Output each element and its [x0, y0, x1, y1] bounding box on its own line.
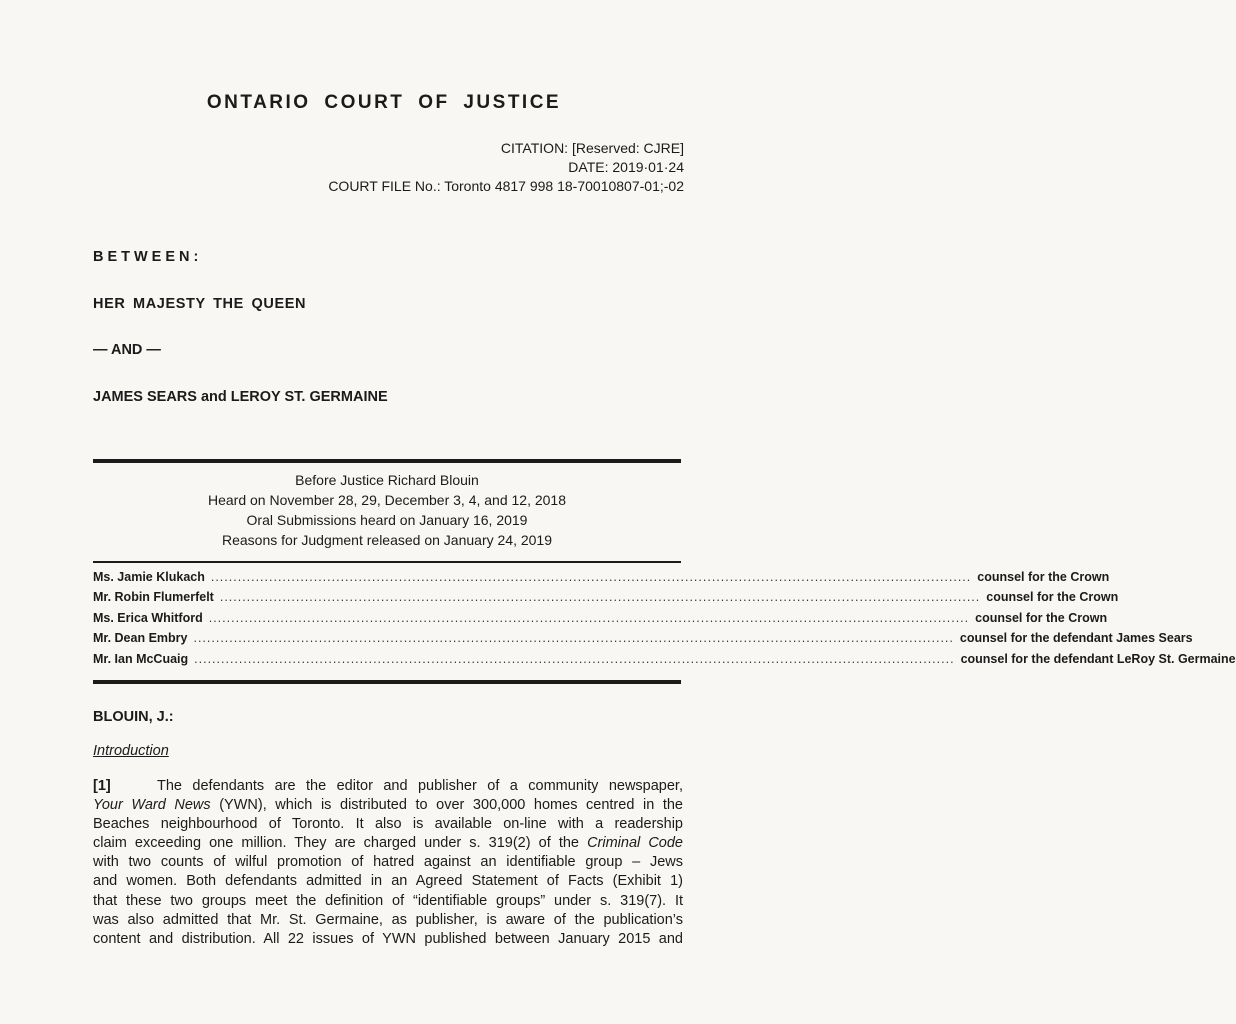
middle-rule — [93, 561, 681, 563]
counsel-name: Mr. Ian McCuaig — [93, 651, 189, 666]
section-heading: Introduction — [93, 743, 169, 759]
presiding-judge: Before Justice Richard Blouin — [295, 472, 479, 488]
counsel-name: Ms. Erica Whitford — [93, 610, 203, 625]
counsel-role: counsel for the defendant LeRoy St. Germaine — [960, 651, 1236, 666]
citation-block — [328, 139, 684, 196]
date-line: DATE: 2019·01·24 — [568, 159, 684, 175]
counsel-name: Mr. Dean Embry — [93, 631, 188, 646]
court-title: ONTARIO COURT OF JUSTICE — [206, 92, 562, 113]
paragraph-text: claim exceeding one million. They are charged under s. 319(2) of the — [93, 835, 579, 852]
and-separator: — AND — — [93, 342, 161, 358]
hearing-dates: Heard on November 28, 29, December 3, 4, and 12, 2018 — [208, 492, 566, 508]
paragraph-line: Beaches neighbourhood of Toronto. It also is available on-line with a readership — [93, 816, 683, 833]
dot-leader: .......................................................................................................................................................................... — [193, 631, 954, 646]
counsel-row — [93, 570, 1110, 590]
top-rule — [93, 459, 681, 463]
counsel-row — [93, 631, 1193, 651]
dot-leader: .......................................................................................................................................................................... — [219, 590, 981, 605]
dot-leader: .......................................................................................................................................................................... — [194, 651, 955, 666]
reasons-release-date: Reasons for Judgment released on January 24, 2019 — [222, 532, 552, 548]
bottom-rule — [93, 680, 681, 684]
counsel-name: Mr. Robin Flumerfelt — [93, 590, 214, 605]
paragraph-line: was also admitted that Mr. St. Germaine, as publisher, is aware of the publication’s — [93, 911, 683, 928]
dot-leader: .......................................................................................................................................................................... — [210, 570, 972, 584]
defendant-parties: JAMES SEARS and LEROY ST. GERMAINE — [93, 389, 388, 405]
judge-heading: BLOUIN, J.: — [93, 709, 174, 725]
publication-title: Your Ward News — [93, 797, 211, 814]
counsel-row — [93, 610, 1108, 631]
paragraph-text: The defendants are the editor and publisher of a community newspaper, — [157, 778, 683, 794]
counsel-list — [93, 570, 1236, 672]
paragraph-line — [93, 796, 683, 815]
counsel-role: counsel for the Crown — [986, 590, 1119, 605]
paragraph-line: that these two groups meet the definition of “identifiable groups” under s. 319(7). It — [93, 892, 683, 909]
oral-submissions-date: Oral Submissions heard on January 16, 2019 — [246, 512, 528, 528]
paragraph-line: with two counts of wilful promotion of hatred against an identifiable group – Jews — [93, 854, 683, 871]
counsel-role: counsel for the Crown — [975, 610, 1108, 625]
court-file-line: COURT FILE No.: Toronto 4817 998 18-70010807-01;-02 — [328, 178, 684, 194]
counsel-role: counsel for the Crown — [977, 570, 1110, 584]
paragraph-line: and women. Both defendants admitted in an Agreed Statement of Facts (Exhibit 1) — [93, 873, 683, 890]
paragraph-text: (YWN), which is distributed to over 300,000 homes centred in the — [210, 797, 683, 814]
paragraph-line — [93, 777, 683, 796]
paragraph-1 — [93, 777, 683, 949]
counsel-row — [93, 651, 1236, 672]
statute-title: Criminal Code — [587, 835, 683, 852]
dot-leader: .......................................................................................................................................................................... — [208, 610, 970, 625]
plaintiff-party: HER MAJESTY THE QUEEN — [93, 296, 307, 312]
counsel-row — [93, 590, 1119, 610]
hearing-details — [93, 470, 681, 550]
between-heading: BETWEEN: — [93, 249, 203, 265]
paragraph-number: [1] — [93, 778, 111, 794]
paragraph-line — [93, 834, 683, 853]
citation-line: CITATION: [Reserved: CJRE] — [500, 140, 684, 156]
counsel-name: Ms. Jamie Klukach — [93, 570, 205, 584]
paragraph-line: content and distribution. All 22 issues of YWN published between January 2015 and — [93, 930, 683, 947]
counsel-role: counsel for the defendant James Sears — [959, 631, 1193, 646]
